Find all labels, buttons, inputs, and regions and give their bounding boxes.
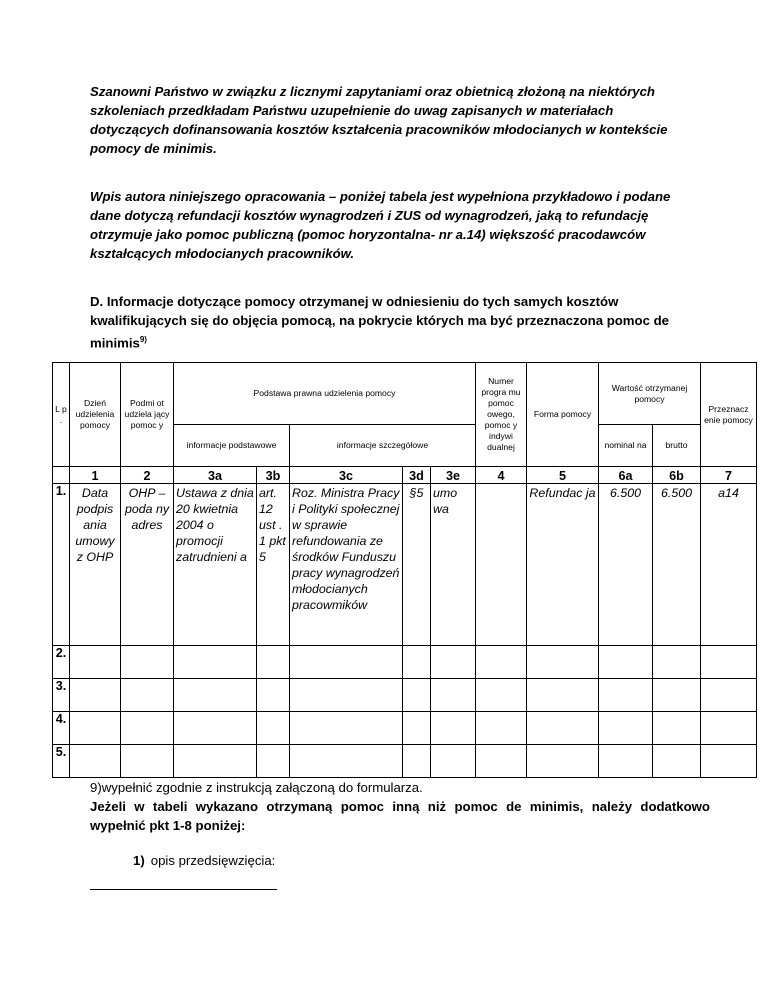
cell-act: Ustawa z dnia 20 kwietnia 2004 o promocji zatrudnieni a <box>174 484 257 646</box>
header-purpose: Przeznacz enie pomocy <box>701 363 757 467</box>
intro-paragraph: Szanowni Państwo w związku z licznymi zapytaniami oraz obietnicą złożoną na niektórych szkoleniach przedkładam Państwu uzupełnienie do uwag zapisanych w materiałach dotyczących dofinansowania kosztów kształcenia pracowników młodocianych w kontekście pomocy de minimis. <box>90 84 668 156</box>
cell-date: Data podpis ania umowy z OHP <box>70 484 121 646</box>
row-lp: 1. <box>53 484 70 646</box>
table-row <box>53 679 757 712</box>
row-lp: 4. <box>53 712 70 745</box>
cell-paragraph: §5 <box>403 484 431 646</box>
footnote-text: 9)wypełnić zgodnie z instrukcją załączoną do formularza. <box>90 780 423 795</box>
column-number: 6a <box>599 467 653 484</box>
table-row <box>53 646 757 679</box>
list-item-label: opis przedsięwzięcia: <box>150 853 276 868</box>
header-date: Dzień udzielenia pomocy <box>70 363 121 467</box>
header-basic-info: informacje podstawowe <box>174 425 290 467</box>
table-row <box>53 712 757 745</box>
column-number: 7 <box>701 467 757 484</box>
footnote <box>90 778 710 835</box>
header-gross: brutto <box>653 425 701 467</box>
header-nominal: nominal na <box>599 425 653 467</box>
row-lp: 5. <box>53 745 70 778</box>
list-item-number: 1) <box>133 853 145 868</box>
column-number-row <box>53 467 757 484</box>
row-lp: 2. <box>53 646 70 679</box>
cell-doc-type: umo wa <box>431 484 476 646</box>
header-lp: L p . <box>53 363 70 467</box>
footnote-reference: 9) <box>139 335 147 344</box>
header-aid-form: Forma pomocy <box>527 363 599 467</box>
cell-regulation: Roz. Ministra Pracy i Polityki społecznej w sprawie refundowania ze środków Funduszu pracy wynagrodzeń młodocianych pracowmików <box>290 484 403 646</box>
table-row <box>53 484 757 646</box>
column-number-blank <box>53 467 70 484</box>
footnote-instruction: Jeżeli w tabeli wykazano otrzymaną pomoc inną niż pomoc de minimis, należy dodatkowo wypełnić pkt 1-8 poniżej: <box>90 799 710 833</box>
header-legal-basis: Podstawa prawna udzielenia pomocy <box>174 363 476 425</box>
column-number: 3e <box>431 467 476 484</box>
header-program-number: Numer progra mu pomoc owego, pomoc y indywi dualnej <box>476 363 527 467</box>
column-number: 3a <box>174 467 257 484</box>
column-number: 4 <box>476 467 527 484</box>
column-number: 3d <box>403 467 431 484</box>
table-row <box>53 745 757 778</box>
column-number: 3b <box>257 467 290 484</box>
list-item-1 <box>133 851 275 870</box>
cell-article: art. 12 ust . 1 pkt 5 <box>257 484 290 646</box>
header-aid-value: Wartość otrzymanej pomocy <box>599 363 701 425</box>
aid-table <box>52 362 757 778</box>
cell-gross: 6.500 <box>653 484 701 646</box>
cell-nominal: 6.500 <box>599 484 653 646</box>
column-number: 3c <box>290 467 403 484</box>
row-lp: 3. <box>53 679 70 712</box>
cell-program <box>476 484 527 646</box>
header-granting-entity: Podmi ot udziela jący pomoc y <box>121 363 174 467</box>
section-d-heading <box>90 292 690 352</box>
column-number: 5 <box>527 467 599 484</box>
author-note: Wpis autora niniejszego opracowania – poniżej tabela jest wypełniona przykładowo i podane dane dotyczą refundacji kosztów wynagrodzeń i ZUS od wynagrodzeń, jaką to refundację otrzymuje jako pomoc publiczną (pomoc horyzontalna- nr a.14) większość pracodawców kształcących młodocianych pracowników. <box>90 189 671 261</box>
section-heading-text: D. Informacje dotyczące pomocy otrzymanej w odniesieniu do tych samych kosztów kwalifikujących się do objęcia pomocą, na pokrycie których ma być przeznaczona pomoc de minimis <box>90 294 669 351</box>
cell-form: Refundac ja <box>527 484 599 646</box>
column-number: 2 <box>121 467 174 484</box>
column-number: 1 <box>70 467 121 484</box>
cell-entity: OHP – poda ny adres <box>121 484 174 646</box>
cell-purpose: a14 <box>701 484 757 646</box>
divider-line <box>90 889 277 890</box>
header-detailed-info: informacje szczegółowe <box>290 425 476 467</box>
column-number: 6b <box>653 467 701 484</box>
